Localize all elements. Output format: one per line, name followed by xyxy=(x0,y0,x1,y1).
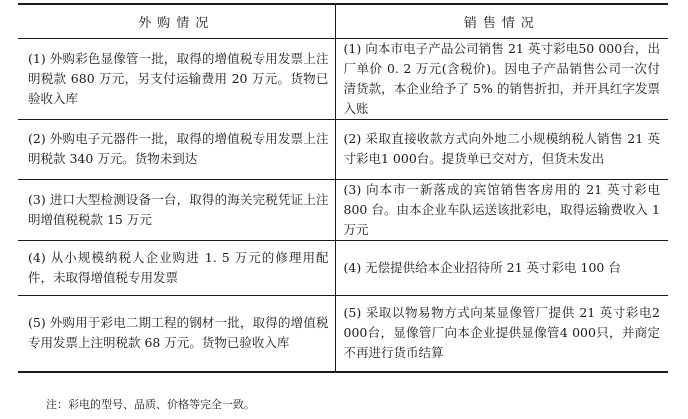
header-row xyxy=(18,4,668,38)
table-row xyxy=(18,179,668,240)
sales-item-2: (2) 采取直接收款方式向外地二小规模纳税人销售 21 英寸彩电1 000台。提货单已交对方，但货未发出 xyxy=(335,119,668,179)
table-row xyxy=(18,295,668,372)
header-sales: 销售情况 xyxy=(335,4,668,38)
sales-item-4: (4) 无偿提供给本企业招待所 21 英寸彩电 100 台 xyxy=(335,240,668,295)
table-row xyxy=(18,119,668,179)
purchase-item-3: (3) 进口大型检测设备一台，取得的海关完税凭证上注明增值税税款 15 万元 xyxy=(18,179,335,240)
sales-item-3: (3) 向本市一新落成的宾馆销售客房用的 21 英寸彩电 800 台。由本企业车队运送该批彩电，取得运输费收入 1 万元 xyxy=(335,179,668,240)
table-footnote: 注：彩电的型号、品质、价格等完全一致。 xyxy=(46,398,255,411)
header-purchase: 外购情况 xyxy=(18,4,335,38)
purchase-item-2: (2) 外购电子元器件一批，取得的增值税专用发票上注明税款 340 万元。货物未到达 xyxy=(18,119,335,179)
table-row xyxy=(18,240,668,295)
sales-item-1: (1) 向本市电子产品公司销售 21 英寸彩电50 000台，出厂单价 0. 2 万元(含税价)。因电子产品销售公司一次付清货款，本企业给予了 5% 的销售折扣，并开具红字发票入账 xyxy=(335,38,668,119)
purchase-item-5: (5) 外购用于彩电二期工程的钢材一批，取得的增值税专用发票上注明税款 68 万元。货物已验收入库 xyxy=(18,295,335,372)
purchase-item-1: (1) 外购彩色显像管一批，取得的增值税专用发票上注明税款 680 万元，另支付运输费用 20 万元。货物已验收入库 xyxy=(18,38,335,119)
purchase-item-4: (4) 从小规模纳税人企业购进 1. 5 万元的修理用配件，未取得增值税专用发票 xyxy=(18,240,335,295)
purchase-sales-table xyxy=(18,3,668,373)
sales-item-5: (5) 采取以物易物方式向某显像管厂提供 21 英寸彩电2 000台，显像管厂向本企业提供显像管4 000只，并商定不再进行货币结算 xyxy=(335,295,668,372)
table-row xyxy=(18,38,668,119)
